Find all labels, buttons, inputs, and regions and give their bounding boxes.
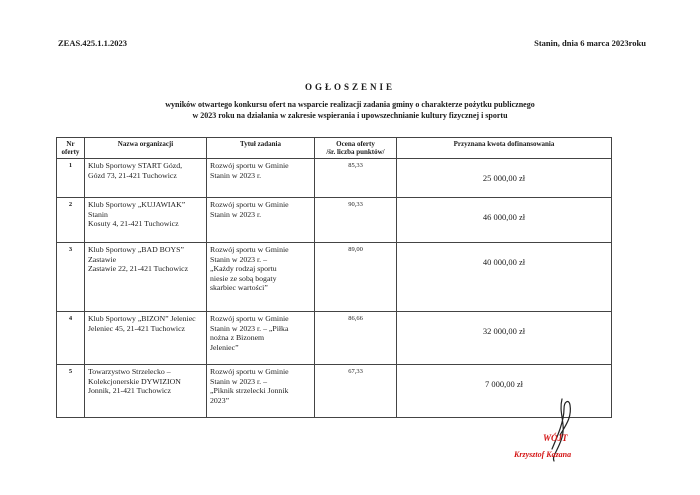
table-row bbox=[57, 159, 612, 198]
task-line: Stanin w 2023 r. – bbox=[210, 254, 267, 264]
header-amount: Przyznana kwota dofinansowania bbox=[397, 138, 612, 159]
header-score bbox=[315, 138, 397, 159]
task-title bbox=[207, 312, 315, 365]
offer-number: 1 bbox=[57, 159, 85, 198]
task-line: niesie ze sobą bogaty bbox=[210, 273, 277, 283]
header-offer-number bbox=[57, 138, 85, 159]
header-score-line-2: /śr. liczba punktów/ bbox=[326, 148, 385, 156]
offer-score: 90,33 bbox=[315, 198, 397, 243]
task-line: Rozwój sportu w Gminie bbox=[210, 314, 289, 323]
offer-score: 67,33 bbox=[315, 365, 397, 418]
organization-name bbox=[85, 365, 207, 418]
task-title bbox=[207, 243, 315, 312]
task-line: „Każdy rodzaj sportu bbox=[210, 264, 277, 274]
task-line: Stanin w 2023 r. bbox=[210, 209, 262, 219]
organization-name bbox=[85, 159, 207, 198]
header-score-line-1: Ocena oferty bbox=[336, 140, 375, 148]
org-line: Kosuty 4, 21-421 Tuchowicz bbox=[88, 219, 179, 229]
org-line: Klub Sportowy „KUJAWIAK” bbox=[88, 200, 186, 209]
task-line: skarbiec wartości” bbox=[210, 283, 268, 293]
org-line: Zastawie bbox=[88, 254, 117, 264]
offer-number: 3 bbox=[57, 243, 85, 312]
header-nr-line-1: Nr bbox=[66, 140, 75, 148]
offer-score: 89,00 bbox=[315, 243, 397, 312]
org-line: Klub Sportowy „BIZON” Jeleniec bbox=[88, 314, 196, 323]
org-line: Towarzystwo Strzelecko – bbox=[88, 367, 171, 376]
granted-amount bbox=[397, 198, 612, 243]
table-row bbox=[57, 243, 612, 312]
amount-value: 40 000,00 zł bbox=[482, 257, 526, 267]
header-organization: Nazwa organizacji bbox=[85, 138, 207, 159]
task-line: Stanin w 2023 r. – bbox=[210, 376, 267, 386]
task-line: Stanin w 2023 r. – „Piłka bbox=[210, 323, 289, 333]
organization-name bbox=[85, 312, 207, 365]
task-title bbox=[207, 198, 315, 243]
header-task-title: Tytuł zadania bbox=[207, 138, 315, 159]
amount-value: 7 000,00 zł bbox=[484, 379, 523, 389]
org-line: Klub Sportowy START Gózd, bbox=[88, 161, 183, 170]
org-line: Zastawie 22, 21-421 Tuchowicz bbox=[88, 264, 189, 274]
table-row bbox=[57, 312, 612, 365]
organization-name bbox=[85, 243, 207, 312]
amount-value: 32 000,00 zł bbox=[482, 326, 526, 336]
task-line: Jeleniec” bbox=[210, 342, 239, 352]
offer-number: 5 bbox=[57, 365, 85, 418]
subtitle-line-2: w 2023 roku na działania w zakresie wspierania i upowszechnianie kultury fizycznej i sportu bbox=[192, 111, 508, 120]
announcement-subtitle bbox=[90, 99, 610, 121]
document-reference: ZEAS.425.1.1.2023 bbox=[58, 38, 127, 48]
granted-amount bbox=[397, 159, 612, 198]
offer-number: 4 bbox=[57, 312, 85, 365]
header-nr-line-2: oferty bbox=[61, 148, 80, 156]
task-line: Stanin w 2023 r. bbox=[210, 170, 262, 180]
task-title bbox=[207, 159, 315, 198]
org-line: Jonnik, 21-421 Tuchowicz bbox=[88, 386, 171, 396]
task-title bbox=[207, 365, 315, 418]
org-line: Jeleniec 45, 21-421 Tuchowicz bbox=[88, 323, 186, 333]
offer-score: 86,66 bbox=[315, 312, 397, 365]
subtitle-line-1: wyników otwartego konkursu ofert na wsparcie realizacji zadania gminy o charakterze pożytku publicznego bbox=[165, 100, 535, 109]
table-row bbox=[57, 198, 612, 243]
stamp-name: Krzysztof Kazana bbox=[514, 450, 572, 459]
task-line: nożna z Bizonem bbox=[210, 333, 265, 343]
org-line: Klub Sportowy „BAD BOYS” bbox=[88, 245, 184, 254]
task-line: „Piknik strzelecki Jonnik bbox=[210, 386, 289, 396]
task-line: Rozwój sportu w Gminie bbox=[210, 245, 289, 254]
task-line: 2023” bbox=[210, 395, 230, 405]
task-line: Rozwój sportu w Gminie bbox=[210, 367, 289, 376]
stamp-title: WÓJT bbox=[543, 433, 568, 443]
amount-value: 25 000,00 zł bbox=[482, 173, 526, 183]
org-line: Stanin bbox=[88, 209, 108, 219]
org-line: Gózd 73, 21-421 Tuchowicz bbox=[88, 170, 177, 180]
table-header-row bbox=[57, 138, 612, 159]
amount-value: 46 000,00 zł bbox=[482, 212, 526, 222]
task-line: Rozwój sportu w Gminie bbox=[210, 161, 289, 170]
organization-name bbox=[85, 198, 207, 243]
offer-number: 2 bbox=[57, 198, 85, 243]
org-line: Kolekcjonerskie DYWIZION bbox=[88, 376, 181, 386]
announcement-title: OGŁOSZENIE bbox=[304, 82, 396, 92]
place-and-date: Stanin, dnia 6 marca 2023roku bbox=[534, 38, 646, 48]
granted-amount bbox=[397, 312, 612, 365]
results-table bbox=[56, 137, 612, 418]
task-line: Rozwój sportu w Gminie bbox=[210, 200, 289, 209]
granted-amount bbox=[397, 243, 612, 312]
offer-score: 85,33 bbox=[315, 159, 397, 198]
